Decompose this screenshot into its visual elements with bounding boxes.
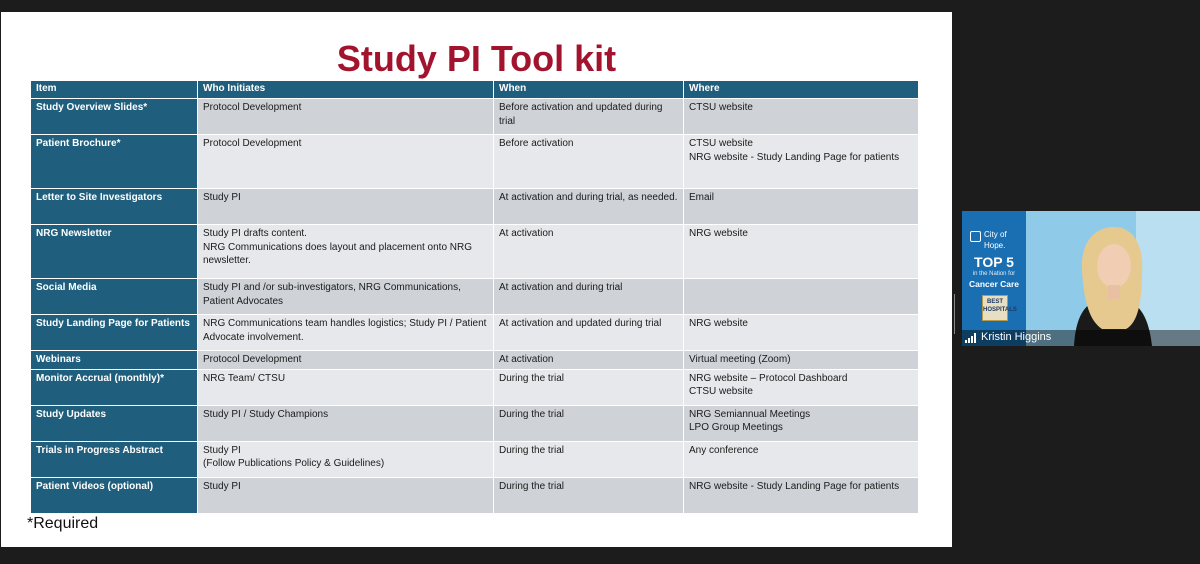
cell-when: During the trial bbox=[494, 405, 684, 441]
table-row bbox=[31, 99, 919, 135]
cell-when: At activation and updated during trial bbox=[494, 315, 684, 351]
cell-who-initiates: Protocol Development bbox=[198, 99, 494, 135]
signal-bars-icon bbox=[965, 333, 977, 343]
cell-where: CTSU website NRG website - Study Landing Page for patients bbox=[684, 135, 919, 189]
cell-where: NRG website – Protocol Dashboard CTSU website bbox=[684, 369, 919, 405]
cell-who-initiates: Study PI (Follow Publications Policy & Guidelines) bbox=[198, 441, 494, 477]
table-row bbox=[31, 369, 919, 405]
table-header-row bbox=[31, 81, 919, 99]
participant-video-feed bbox=[1026, 211, 1200, 346]
cell-item: Trials in Progress Abstract bbox=[31, 441, 198, 477]
header-who-initiates: Who Initiates bbox=[198, 81, 494, 99]
header-item: Item bbox=[31, 81, 198, 99]
table-row bbox=[31, 441, 919, 477]
cell-item: Patient Videos (optional) bbox=[31, 477, 198, 513]
cell-when: At activation bbox=[494, 225, 684, 279]
table-row bbox=[31, 135, 919, 189]
cell-when: Before activation bbox=[494, 135, 684, 189]
cell-item: Social Media bbox=[31, 279, 198, 315]
cell-where: CTSU website bbox=[684, 99, 919, 135]
cell-where bbox=[684, 279, 919, 315]
cell-who-initiates: Study PI bbox=[198, 189, 494, 225]
cell-where: NRG Semiannual Meetings LPO Group Meetings bbox=[684, 405, 919, 441]
best-hospitals-badge: BEST HOSPITALS bbox=[982, 295, 1008, 321]
cell-when: During the trial bbox=[494, 477, 684, 513]
cell-where: Any conference bbox=[684, 441, 919, 477]
cell-item: Monitor Accrual (monthly)* bbox=[31, 369, 198, 405]
header-where: Where bbox=[684, 81, 919, 99]
cell-where: NRG website bbox=[684, 315, 919, 351]
cell-item: NRG Newsletter bbox=[31, 225, 198, 279]
participant-video-tile[interactable] bbox=[962, 211, 1200, 346]
cell-when: During the trial bbox=[494, 441, 684, 477]
hospital-logo-icon bbox=[970, 231, 981, 242]
cell-when: At activation and during trial bbox=[494, 279, 684, 315]
table-row bbox=[31, 225, 919, 279]
table-row bbox=[31, 315, 919, 351]
cell-who-initiates: Protocol Development bbox=[198, 135, 494, 189]
hospital-banner bbox=[962, 211, 1026, 346]
cell-who-initiates: Study PI bbox=[198, 477, 494, 513]
cell-item: Patient Brochure* bbox=[31, 135, 198, 189]
cell-who-initiates: Protocol Development bbox=[198, 351, 494, 370]
table-row bbox=[31, 189, 919, 225]
cell-where: NRG website bbox=[684, 225, 919, 279]
cell-item: Letter to Site Investigators bbox=[31, 189, 198, 225]
table-row bbox=[31, 405, 919, 441]
rank-title: TOP 5 bbox=[974, 254, 1014, 270]
required-footnote: *Required bbox=[27, 515, 99, 532]
cell-who-initiates: Study PI / Study Champions bbox=[198, 405, 494, 441]
rank-focus: Cancer Care bbox=[968, 279, 1020, 289]
table-row bbox=[31, 477, 919, 513]
cell-when: Before activation and updated during trial bbox=[494, 99, 684, 135]
toolkit-table bbox=[30, 80, 919, 514]
table-body bbox=[31, 99, 919, 514]
cell-item: Study Overview Slides* bbox=[31, 99, 198, 135]
slide-title: Study PI Tool kit bbox=[336, 38, 617, 79]
cell-item: Study Updates bbox=[31, 405, 198, 441]
shared-slide bbox=[1, 12, 952, 547]
cell-who-initiates: Study PI drafts content. NRG Communications does layout and placement onto NRG newsletter. bbox=[198, 225, 494, 279]
cell-who-initiates: NRG Communications team handles logistics; Study PI / Patient Advocate involvement. bbox=[198, 315, 494, 351]
participant-name-bar bbox=[962, 330, 1200, 346]
cell-when: At activation bbox=[494, 351, 684, 370]
participant-name: Kristin Higgins bbox=[981, 331, 1052, 343]
cell-item: Webinars bbox=[31, 351, 198, 370]
split-resize-handle[interactable] bbox=[954, 294, 959, 314]
header-when: When bbox=[494, 81, 684, 99]
cell-when: At activation and during trial, as needed. bbox=[494, 189, 684, 225]
table-row bbox=[31, 351, 919, 370]
cell-who-initiates: Study PI and /or sub-investigators, NRG Communications, Patient Advocates bbox=[198, 279, 494, 315]
cell-where: Virtual meeting (Zoom) bbox=[684, 351, 919, 370]
cell-where: Email bbox=[684, 189, 919, 225]
cell-where: NRG website - Study Landing Page for patients bbox=[684, 477, 919, 513]
cell-who-initiates: NRG Team/ CTSU bbox=[198, 369, 494, 405]
cell-item: Study Landing Page for Patients bbox=[31, 315, 198, 351]
rank-subtitle: in the Nation for bbox=[972, 271, 1016, 277]
cell-when: During the trial bbox=[494, 369, 684, 405]
hospital-logo: City of Hope. bbox=[970, 231, 1022, 250]
table-row bbox=[31, 279, 919, 315]
